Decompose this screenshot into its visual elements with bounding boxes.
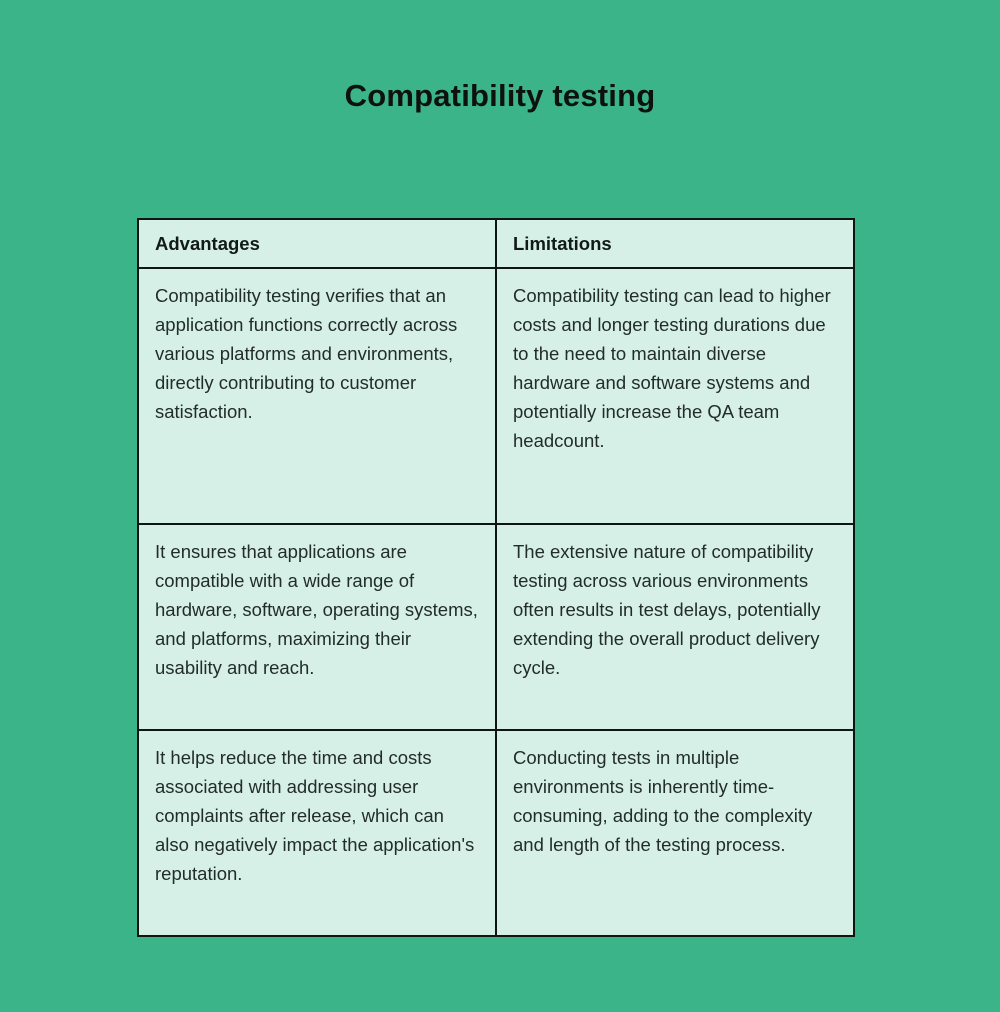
column-header-advantages: Advantages [138,219,496,268]
advantage-cell-2: It ensures that applications are compatible with a wide range of hardware, software, operating systems, and platforms, maximizing their usability and reach. [138,524,496,730]
advantage-cell-1: Compatibility testing verifies that an application functions correctly across various platforms and environments, directly contributing to customer satisfaction. [138,268,496,524]
table-header [138,219,854,268]
limitation-cell-3: Conducting tests in multiple environments is inherently time-consuming, adding to the complexity and length of the testing process. [496,730,854,936]
advantage-cell-3: It helps reduce the time and costs associated with addressing user complaints after release, which can also negatively impact the application's reputation. [138,730,496,936]
table-body [138,268,854,936]
limitation-cell-2: The extensive nature of compatibility testing across various environments often results in test delays, potentially extending the overall product delivery cycle. [496,524,854,730]
page-title: Compatibility testing [344,78,656,113]
table-row [138,730,854,936]
limitation-cell-1: Compatibility testing can lead to higher costs and longer testing durations due to the need to maintain diverse hardware and software systems and potentially increase the QA team headcount. [496,268,854,524]
table-row [138,524,854,730]
column-header-limitations: Limitations [496,219,854,268]
table-row [138,268,854,524]
comparison-table [137,218,855,937]
header-row [138,219,854,268]
